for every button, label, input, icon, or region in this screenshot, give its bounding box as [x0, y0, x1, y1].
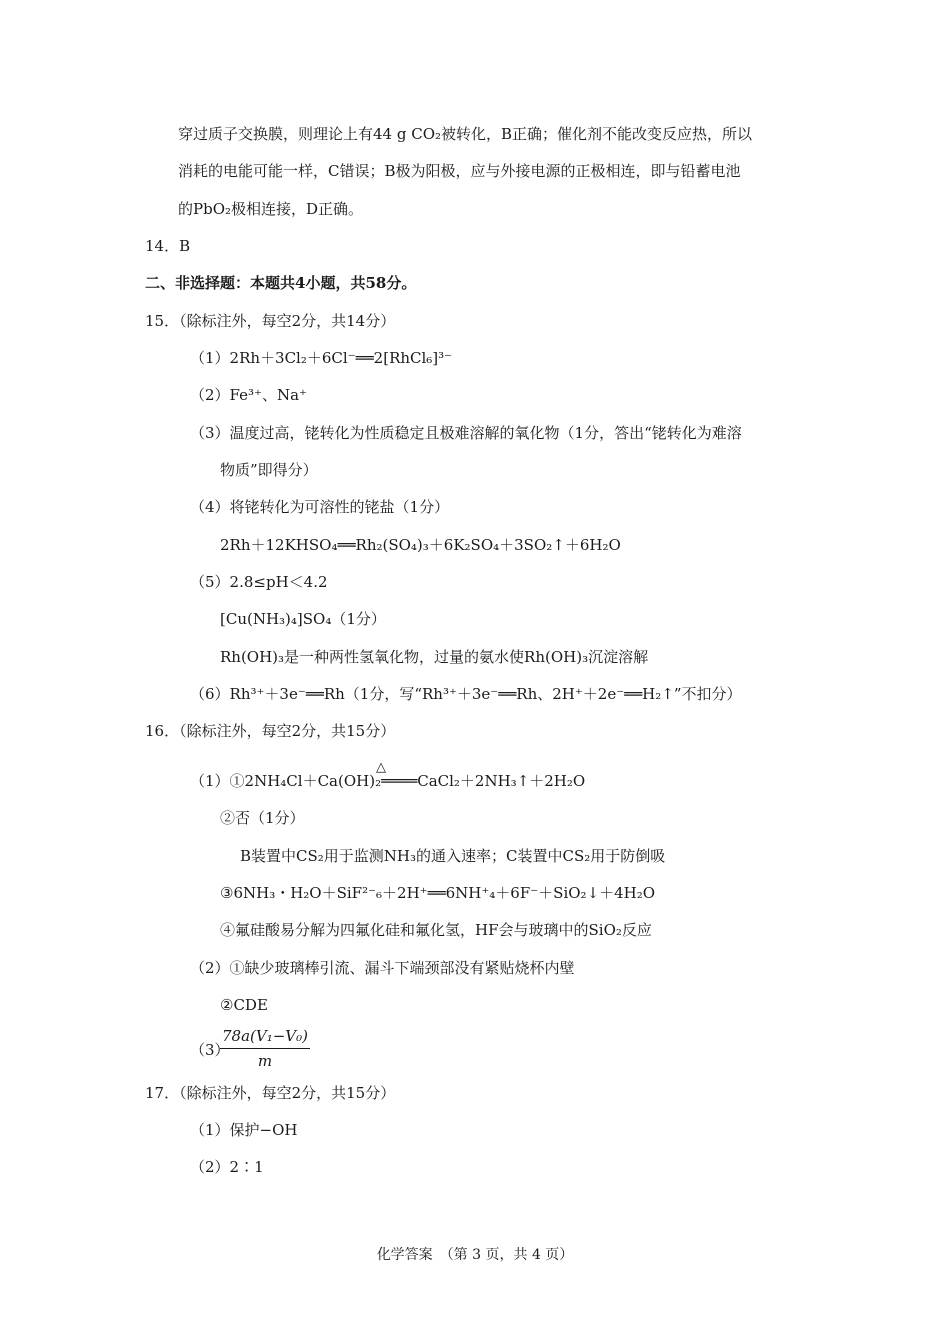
q16-answer-1a: （1）①2NH₄Cl＋Ca(OH)₂════CaCl₂＋2NH₃↑＋2H₂O [190, 772, 586, 790]
continuation-line-3: 的PbO₂极相连接，D正确。 [178, 200, 364, 218]
q15-header: 15．（除标注外，每空2分，共14分） [145, 312, 396, 330]
continuation-line-2: 消耗的电能可能一样，C错误；B极为阳极，应与外接电源的正极相连，即与铅蓄电池 [178, 162, 741, 180]
answer-14: 14．B [145, 237, 191, 255]
q16-answer-1b: ②否（1分） [220, 809, 305, 827]
q15-answer-5c: Rh(OH)₃是一种两性氢氧化物，过量的氨水使Rh(OH)₃沉淀溶解 [220, 648, 649, 666]
continuation-line-1: 穿过质子交换膜，则理论上有44 g CO₂被转化，B正确；催化剂不能改变反应热，所以 [178, 125, 753, 143]
heat-symbol: △ [376, 760, 386, 775]
q16-answer-1c: B装置中CS₂用于监测NH₃的通入速率；C装置中CS₂用于防倒吸 [240, 847, 666, 865]
q15-answer-3b: 物质”即得分） [220, 461, 318, 479]
q17-answer-1: （1）保护−OH [190, 1121, 298, 1139]
q15-answer-4a: （4）将铑转化为可溶性的铑盐（1分） [190, 498, 450, 516]
q16-header: 16．（除标注外，每空2分，共15分） [145, 722, 396, 740]
q15-answer-2: （2）Fe³⁺、Na⁺ [190, 386, 307, 404]
fraction-numerator: 78a(V₁−V₀) [220, 1026, 310, 1049]
q15-answer-3a: （3）温度过高，铑转化为性质稳定且极难溶解的氧化物（1分，答出“铑转化为难溶 [190, 424, 742, 442]
q15-answer-6: （6）Rh³⁺＋3e⁻══Rh（1分，写“Rh³⁺＋3e⁻══Rh、2H⁺＋2e⁻══H₂↑”不扣分） [190, 685, 742, 703]
q15-answer-1: （1）2Rh＋3Cl₂＋6Cl⁻══2[RhCl₆]³⁻ [190, 349, 453, 367]
q15-answer-5a: （5）2.8≤pH＜4.2 [190, 573, 328, 591]
page-footer: 化学答案 （第 3 页，共 4 页） [376, 1247, 574, 1263]
q17-header: 17．（除标注外，每空2分，共15分） [145, 1084, 396, 1102]
q15-answer-4b: 2Rh＋12KHSO₄══Rh₂(SO₄)₃＋6K₂SO₄＋3SO₂↑＋6H₂O [220, 536, 621, 554]
q15-answer-5b: [Cu(NH₃)₄]SO₄（1分） [220, 610, 386, 628]
q16-answer-1e: ④氟硅酸易分解为四氟化硅和氟化氢，HF会与玻璃中的SiO₂反应 [220, 921, 652, 939]
q16-answer-3-label: （3） [190, 1041, 230, 1059]
q17-answer-2: （2）2∶1 [190, 1158, 264, 1176]
section-heading: 二、非选择题：本题共4小题，共58分。 [145, 274, 417, 292]
fraction-denominator: m [257, 1052, 273, 1070]
q16-answer-2b: ②CDE [220, 996, 268, 1014]
q16-answer-3-fraction [220, 1026, 310, 1071]
q16-answer-2a: （2）①缺少玻璃棒引流、漏斗下端颈部没有紧贴烧杯内壁 [190, 959, 575, 977]
q16-answer-1d: ③6NH₃・H₂O＋SiF²⁻₆＋2H⁺══6NH⁺₄＋6F⁻＋SiO₂↓＋4H₂O [220, 884, 656, 902]
